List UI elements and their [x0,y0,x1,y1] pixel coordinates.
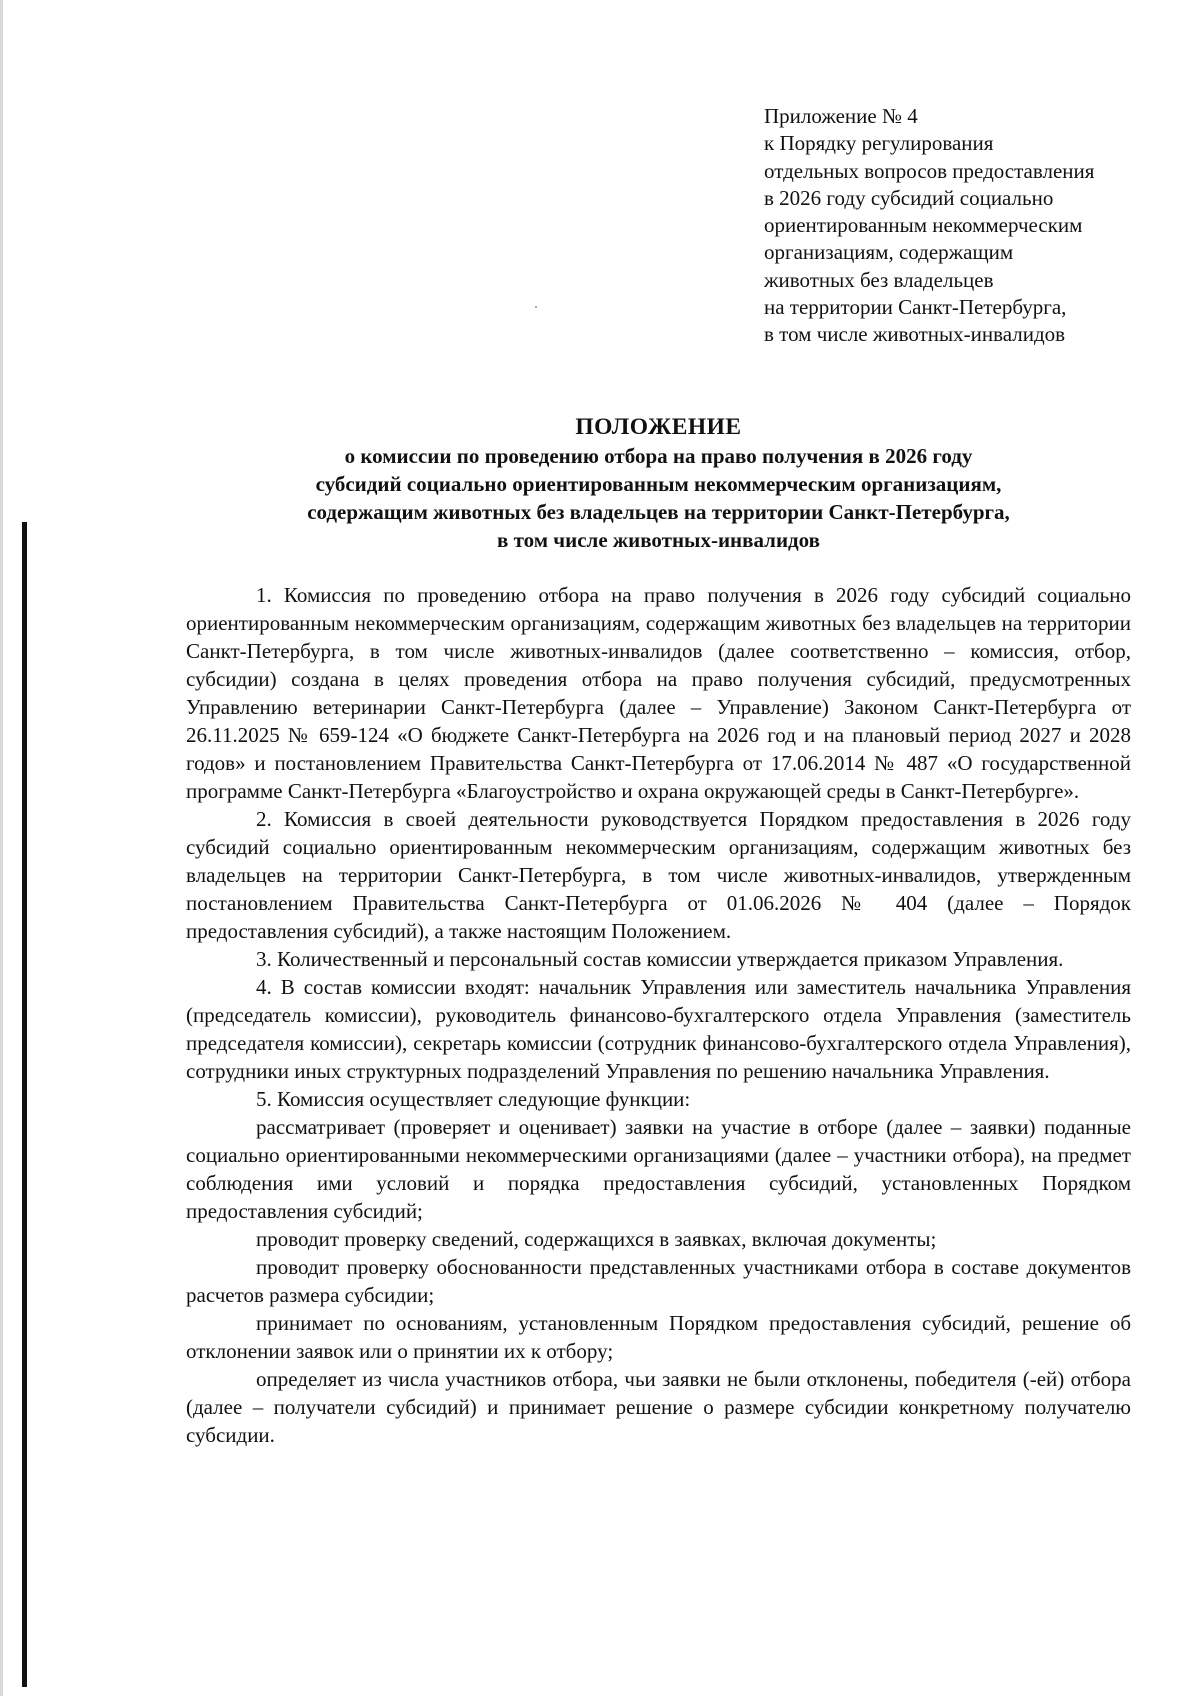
appendix-line: животных без владельцев [764,267,994,292]
function-item: принимает по основаниям, установленным Порядком предоставления субсидий, решение об отклонении заявок или о принятии их к отбору; [186,1311,1131,1363]
appendix-line: Приложение № 4 [764,104,918,128]
function-item: рассматривает (проверяет и оценивает) заявки на участие в отборе (далее – заявки) поданные социально ориентированными некоммерческими организациями (далее – участники отбора), на предмет соблюдения ими условий и порядка предоставления субсидий, установленных Порядком предоставления субсидий; [186,1115,1131,1223]
title-sub-line: содержащим животных без владельцев на территории Санкт-Петербурга, [307,500,1010,524]
document-body [186,581,1131,1449]
paragraph-2: 2. Комиссия в своей деятельности руководствуется Порядком предоставления в 2026 году субсидий социально ориентированным некоммерческим организациям, содержащим животных без владельцев на территории Санкт-Петербурга, в том числе животных-инвалидов, утвержденным постановлением Правительства Санкт-Петербурга от 01.06.2026 № 404 (далее – Порядок предоставления субсидий), а также настоящим Положением. [186,807,1131,943]
paragraph-1: 1. Комиссия по проведению отбора на право получения в 2026 году субсидий социально ориентированным некоммерческим организациям, содержащим животных без владельцев на территории Санкт-Петербурга, в том числе животных-инвалидов (далее соответственно – комиссия, отбор, субсидии) создана в целях проведения отбора на право получения субсидий, предусмотренных Управлению ветеринарии Санкт-Петербурга (далее – Управление) Законом Санкт-Петербурга от 26.11.2025 № 659-124 «О бюджете Санкт-Петербурга на 2026 год и на плановый период 2027 и 2028 годов» и постановлением Правительства Санкт-Петербурга от 17.06.2014 № 487 «О государственной программе Санкт-Петербурга «Благоустройство и охрана окружающей среды в Санкт-Петербурге». [186,583,1131,803]
document-title [186,412,1131,554]
appendix-line: организациям, содержащим [764,240,1014,265]
appendix-header [764,103,1184,349]
scan-left-bar [22,522,27,1687]
title-sub-line: о комиссии по проведению отбора на право получения в 2026 году [344,444,973,468]
scan-edge [0,0,3,1696]
appendix-line: в том числе животных-инвалидов [764,322,1066,347]
appendix-line: ориентированным некоммерческим [764,213,1083,238]
paragraph-5: 5. Комиссия осуществляет следующие функции: [256,1087,691,1111]
title-sub-line: в том числе животных-инвалидов [497,528,820,552]
function-item: проводит проверку обоснованности представленных участниками отбора в составе документов расчетов размера субсидии; [186,1255,1131,1307]
appendix-line: в 2026 году субсидий социально [764,185,1054,210]
paragraph-4: 4. В состав комиссии входят: начальник Управления или заместитель начальника Управления (председатель комиссии), руководитель финансово-бухгалтерского отдела Управления (заместитель председателя комиссии), секретарь комиссии (сотрудник финансово-бухгалтерского отдела Управления), сотрудники иных структурных подразделений Управления по решению начальника Управления. [186,975,1131,1083]
title-sub-line: субсидий социально ориентированным некоммерческим организациям, [315,472,1002,496]
appendix-line: к Порядку регулирования [764,131,994,156]
title-main: ПОЛОЖЕНИЕ [575,414,742,440]
function-item: проводит проверку сведений, содержащихся в заявках, включая документы; [256,1227,937,1251]
scan-speck [535,306,537,308]
function-item: определяет из числа участников отбора, чьи заявки не были отклонены, победителя (-ей) отбора (далее – получатели субсидий) и принимает решение о размере субсидии конкретному получателю субсидии. [186,1367,1131,1447]
paragraph-3: 3. Количественный и персональный состав комиссии утверждается приказом Управления. [256,947,1064,971]
appendix-line: на территории Санкт-Петербурга, [764,295,1067,320]
appendix-line: отдельных вопросов предоставления [764,158,1095,183]
